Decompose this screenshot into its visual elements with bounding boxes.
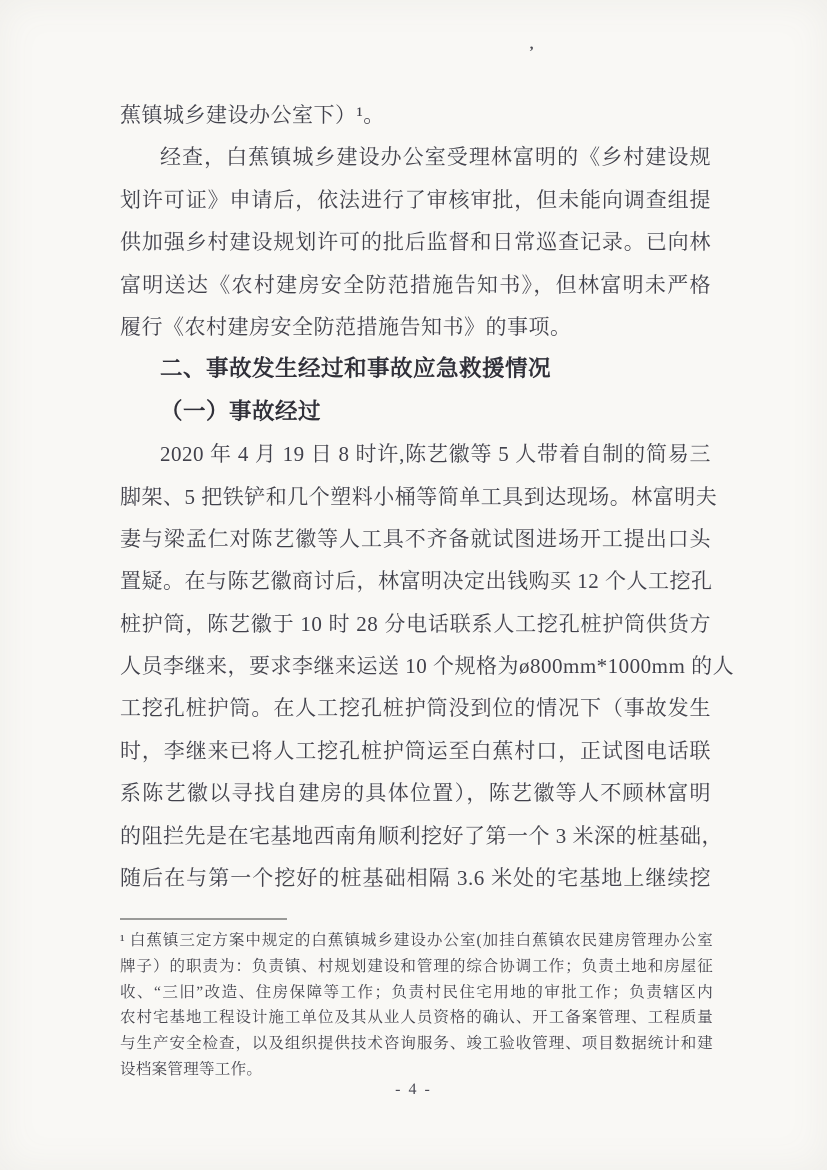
page-number: - 4 - — [395, 1081, 432, 1098]
text-line: 系陈艺徽以寻找自建房的具体位置），陈艺徽等人不顾林富明 — [120, 781, 711, 806]
text-line: 履行《农村建房安全防范措施告知书》的事项。 — [120, 314, 572, 339]
text-line: 随后在与第一个挖好的桩基础相隔 3.6 米处的宅基地上继续挖 — [120, 866, 711, 891]
text-line: 农村宅基地工程设计施工单位及其从业人员资格的确认、开工备案管理、工程质量 — [120, 1009, 713, 1027]
text-line: 收、“三旧”改造、住房保障等工作；负责村民住宅用地的审批工作；负责辖区内 — [120, 983, 713, 1001]
text-line: 妻与梁孟仁对陈艺徽等人工具不齐备就试图进场开工提出口头 — [120, 526, 711, 551]
document-body-text — [120, 94, 735, 899]
text-line: 蕉镇城乡建设办公室下）¹。 — [120, 103, 385, 127]
text-line: 时，李继来已将人工挖孔桩护筒运至白蕉村口，正试图电话联 — [120, 738, 711, 763]
footnote-divider — [120, 918, 287, 920]
text-line: 2020 年 4 月 19 日 8 时许,陈艺徽等 5 人带着自制的简易三 — [160, 442, 711, 467]
text-line: 的阻拦先是在宅基地西南角顺利挖好了第一个 3 米深的桩基础， — [120, 823, 723, 848]
text-line: 脚架、5 把铁铲和几个塑料小桶等简单工具到达现场。林富明夫 — [120, 484, 718, 509]
text-line: 牌子）的职责为：负责镇、村规划建设和管理的综合协调工作；负责土地和房屋征 — [120, 957, 713, 975]
text-line: （一）事故经过 — [160, 398, 322, 424]
text-line: 工挖孔桩护筒。在人工挖孔桩护筒没到位的情况下（事故发生 — [120, 696, 711, 721]
text-line: 人员李继来，要求李继来运送 10 个规格为ø800mm*1000mm 的人 — [120, 654, 735, 679]
text-line: 设档案管理等工作。 — [120, 1060, 263, 1078]
text-line: 与生产安全检查，以及组织提供技术咨询服务、竣工验收管理、项目数据统计和建 — [120, 1035, 713, 1053]
text-line: 置疑。在与陈艺徽商讨后，林富明决定出钱购买 12 个人工挖孔 — [120, 569, 713, 594]
text-line: 富明送达《农村建房安全防范措施告知书》，但林富明未严格 — [120, 272, 711, 297]
footnote-section — [120, 928, 713, 1083]
text-line: ¹ 白蕉镇三定方案中规定的白蕉镇城乡建设办公室(加挂白蕉镇农民建房管理办公室 — [120, 932, 713, 949]
text-line: 供加强乡村建设规划许可的批后监督和日常巡查记录。已向林 — [120, 230, 711, 255]
text-line: 划许可证》申请后，依法进行了审核审批，但未能向调查组提 — [120, 187, 711, 212]
text-line: 二、事故发生经过和事故应急救援情况 — [160, 356, 552, 382]
text-line: 桩护筒，陈艺徽于 10 时 28 分电话联系人工挖孔桩护筒供货方 — [120, 611, 711, 636]
scan-artifact-mark: ’ — [529, 44, 534, 60]
text-line: 经查，白蕉镇城乡建设办公室受理林富明的《乡村建设规 — [160, 145, 711, 170]
